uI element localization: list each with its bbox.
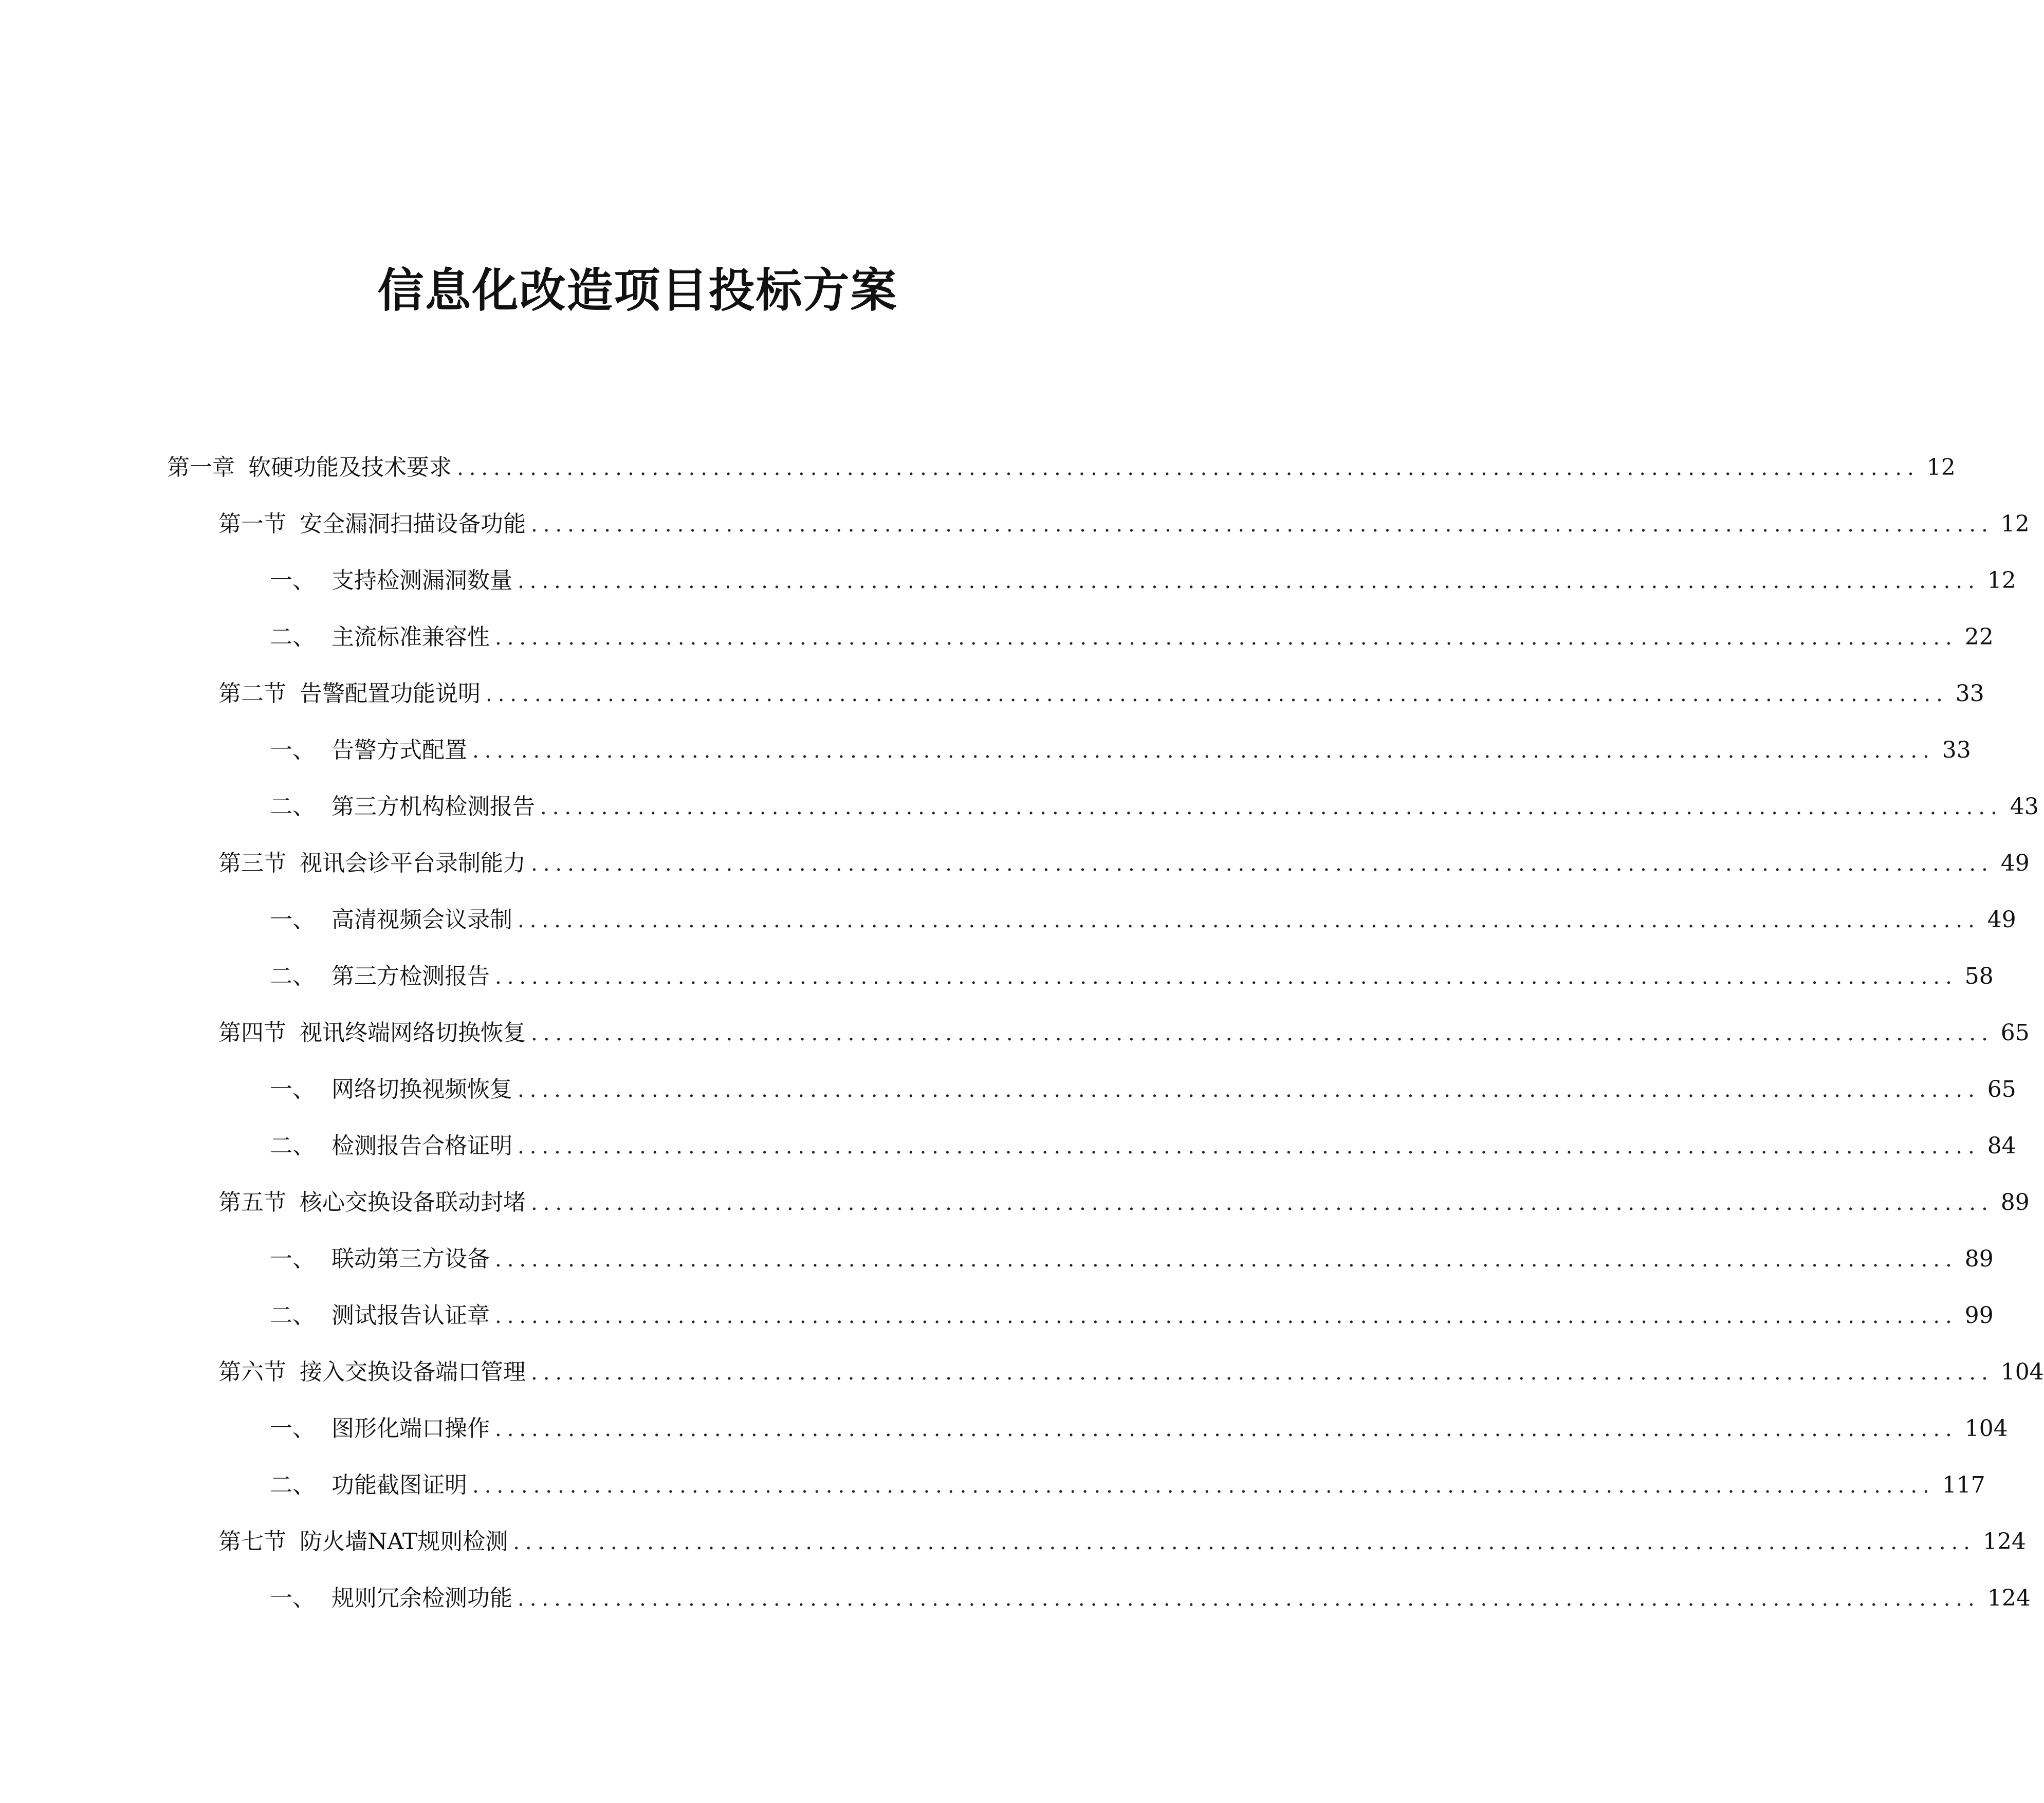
toc-entry-page-number: 43 bbox=[2010, 794, 2039, 820]
toc-entry-number: 一、 bbox=[270, 1585, 315, 1611]
toc-entry-title: 接入交换设备端口管理 bbox=[300, 1359, 526, 1385]
toc-entry[interactable] bbox=[218, 504, 2030, 545]
toc-entry[interactable] bbox=[218, 1521, 2026, 1562]
toc-entry-number: 一、 bbox=[270, 1246, 315, 1272]
toc-entry-number: 二、 bbox=[270, 963, 315, 989]
toc-entry[interactable] bbox=[167, 447, 1956, 488]
toc-entry-title: 网络切换视频恢复 bbox=[332, 1076, 512, 1102]
toc-entry-number: 二、 bbox=[270, 794, 315, 820]
toc-dot-leader: ........................................................................................................................ bbox=[495, 1248, 1958, 1272]
toc-entry-number: 第二节 bbox=[218, 680, 286, 707]
toc-dot-leader: ........................................................................................................................ bbox=[531, 1361, 1994, 1385]
toc-entry-page-number: 65 bbox=[2000, 1020, 2030, 1046]
toc-entry-title: 告警配置功能说明 bbox=[300, 680, 481, 707]
toc-entry-number: 二、 bbox=[270, 1133, 315, 1159]
toc-entry[interactable] bbox=[218, 1013, 2030, 1054]
toc-entry-page-number: 89 bbox=[1964, 1246, 1994, 1272]
toc-dot-leader: ........................................................................................................................ bbox=[495, 1418, 1958, 1441]
toc-dot-leader: ........................................................................................................................ bbox=[518, 909, 1980, 932]
toc-entry[interactable] bbox=[270, 1239, 1994, 1280]
toc-entry-title: 测试报告认证章 bbox=[332, 1302, 490, 1329]
toc-entry-page-number: 65 bbox=[1987, 1076, 2016, 1102]
toc-dot-leader: ........................................................................................................................ bbox=[495, 1304, 1958, 1328]
toc-entry-page-number: 124 bbox=[1987, 1585, 2031, 1611]
toc-entry-title: 功能截图证明 bbox=[332, 1472, 467, 1498]
toc-entry-title: 告警方式配置 bbox=[332, 737, 467, 763]
toc-dot-leader: ........................................................................................................................ bbox=[518, 569, 1980, 593]
toc-entry[interactable] bbox=[218, 673, 1984, 714]
toc-entry-title: 高清视频会议录制 bbox=[332, 907, 512, 933]
toc-entry-page-number: 89 bbox=[2000, 1189, 2030, 1216]
toc-entry-number: 第一节 bbox=[218, 511, 286, 537]
toc-entry-page-number: 104 bbox=[1964, 1415, 2008, 1442]
toc-entry-title: 联动第三方设备 bbox=[332, 1246, 490, 1272]
toc-entry-number: 二、 bbox=[270, 1472, 315, 1498]
toc-entry-page-number: 33 bbox=[1942, 737, 1971, 763]
toc-dot-leader: ........................................................................................................................ bbox=[540, 796, 2003, 819]
toc-entry[interactable] bbox=[270, 1578, 2031, 1619]
document-title: 信息化改造项目投标方案 bbox=[377, 263, 898, 318]
toc-dot-leader: ........................................................................................................................ bbox=[495, 965, 1958, 989]
toc-entry-page-number: 58 bbox=[1964, 963, 1994, 989]
toc-entry-number: 第六节 bbox=[218, 1359, 286, 1385]
toc-entry-number: 一、 bbox=[270, 567, 315, 594]
toc-entry-title: 软硬功能及技术要求 bbox=[248, 454, 452, 481]
toc-entry-title: 主流标准兼容性 bbox=[332, 624, 490, 650]
toc-entry[interactable] bbox=[270, 1126, 2016, 1167]
toc-entry-number: 第一章 bbox=[167, 454, 235, 481]
toc-entry-title: 视讯会诊平台录制能力 bbox=[300, 850, 526, 876]
toc-entry-page-number: 12 bbox=[2000, 511, 2030, 537]
toc-entry[interactable] bbox=[270, 617, 1994, 658]
toc-entry-page-number: 33 bbox=[1955, 680, 1984, 707]
toc-entry-page-number: 49 bbox=[1987, 907, 2016, 933]
toc-dot-leader: ........................................................................................................................ bbox=[518, 1078, 1980, 1102]
toc-dot-leader: ........................................................................................................................ bbox=[457, 456, 1920, 480]
toc-entry-page-number: 84 bbox=[1987, 1133, 2016, 1159]
toc-dot-leader: ........................................................................................................................ bbox=[518, 1135, 1980, 1158]
toc-entry-number: 一、 bbox=[270, 1076, 315, 1102]
toc-entry[interactable] bbox=[218, 1182, 2030, 1223]
toc-entry-page-number: 22 bbox=[1964, 624, 1994, 650]
toc-entry-number: 一、 bbox=[270, 907, 315, 933]
toc-dot-leader: ........................................................................................................................ bbox=[531, 1022, 1994, 1045]
toc-dot-leader: ........................................................................................................................ bbox=[513, 1531, 1976, 1554]
toc-entry[interactable] bbox=[270, 956, 1994, 997]
toc-entry-title: 支持检测漏洞数量 bbox=[332, 567, 512, 594]
toc-dot-leader: ........................................................................................................................ bbox=[531, 513, 1994, 537]
toc-entry-number: 一、 bbox=[270, 1415, 315, 1442]
toc-dot-leader: ........................................................................................................................ bbox=[518, 1587, 1980, 1611]
toc-entry[interactable] bbox=[270, 1408, 2008, 1449]
toc-dot-leader: ........................................................................................................................ bbox=[472, 739, 1935, 763]
toc-entry-title: 规则冗余检测功能 bbox=[332, 1585, 512, 1611]
toc-entry[interactable] bbox=[270, 1295, 1994, 1336]
toc-entry-page-number: 12 bbox=[1926, 454, 1956, 481]
toc-entry-title: 核心交换设备联动封堵 bbox=[300, 1189, 526, 1216]
toc-dot-leader: ........................................................................................................................ bbox=[531, 852, 1994, 876]
toc-entry-page-number: 104 bbox=[2000, 1359, 2044, 1385]
toc-entry-number: 二、 bbox=[270, 1302, 315, 1329]
toc-dot-leader: ........................................................................................................................ bbox=[495, 626, 1958, 650]
toc-entry-number: 第七节 bbox=[218, 1529, 286, 1555]
toc-entry[interactable] bbox=[270, 730, 1971, 771]
toc-entry-title: 安全漏洞扫描设备功能 bbox=[300, 511, 526, 537]
toc-entry-number: 第三节 bbox=[218, 850, 286, 876]
toc-entry[interactable] bbox=[270, 1465, 1985, 1506]
toc-entry-page-number: 49 bbox=[2000, 850, 2030, 876]
toc-entry-title: 图形化端口操作 bbox=[332, 1415, 490, 1442]
toc-entry[interactable] bbox=[270, 786, 2039, 827]
toc-entry[interactable] bbox=[270, 1069, 2016, 1110]
toc-entry-number: 第五节 bbox=[218, 1189, 286, 1216]
toc-entry[interactable] bbox=[270, 560, 2016, 601]
toc-entry-number: 第四节 bbox=[218, 1020, 286, 1046]
toc-entry-title: 检测报告合格证明 bbox=[332, 1133, 512, 1159]
toc-entry-page-number: 124 bbox=[1983, 1529, 2026, 1555]
toc-entry-number: 二、 bbox=[270, 624, 315, 650]
toc-entry-title: 防火墙NAT规则检测 bbox=[300, 1529, 508, 1555]
toc-entry-title: 视讯终端网络切换恢复 bbox=[300, 1020, 526, 1046]
toc-dot-leader: ........................................................................................................................ bbox=[472, 1474, 1935, 1498]
toc-dot-leader: ........................................................................................................................ bbox=[531, 1191, 1994, 1215]
toc-entry-page-number: 99 bbox=[1964, 1302, 1994, 1329]
toc-dot-leader: ........................................................................................................................ bbox=[486, 683, 1948, 706]
toc-entry-page-number: 117 bbox=[1942, 1472, 1985, 1498]
toc-entry[interactable] bbox=[218, 843, 2030, 884]
toc-entry-title: 第三方机构检测报告 bbox=[332, 794, 535, 820]
toc-entry-number: 一、 bbox=[270, 737, 315, 763]
toc-entry-page-number: 12 bbox=[1987, 567, 2016, 594]
toc-entry[interactable] bbox=[218, 1352, 2044, 1393]
toc-entry[interactable] bbox=[270, 899, 2016, 941]
toc-entry-title: 第三方检测报告 bbox=[332, 963, 490, 989]
